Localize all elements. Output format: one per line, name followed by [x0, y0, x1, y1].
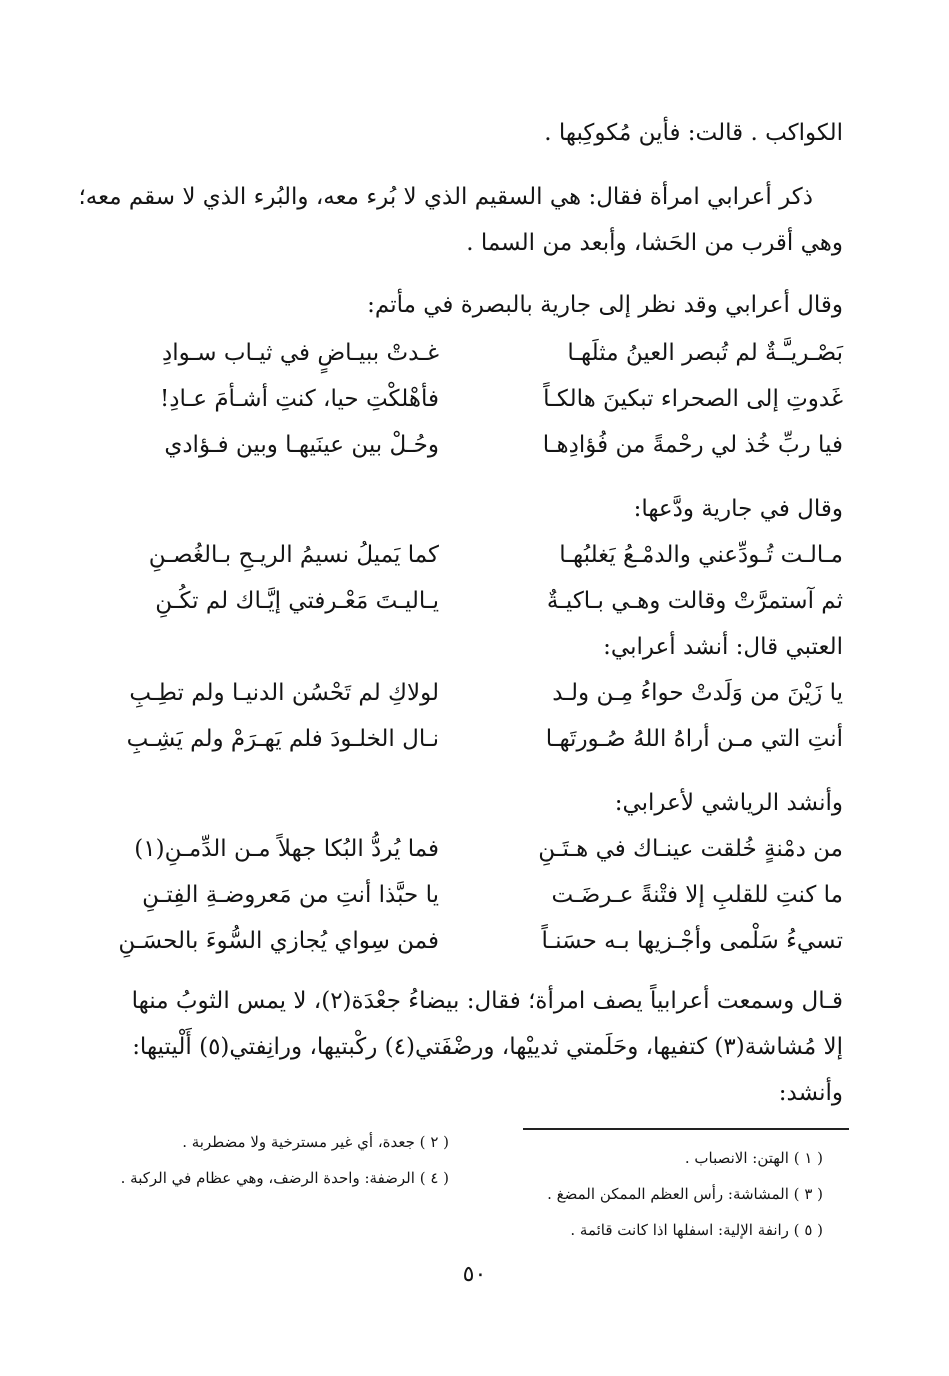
verse-hemistich: فمن سِواي يُجازي السُّوءَ بالحسَـنِ	[118, 928, 439, 954]
verse-hemistich: من دمْنةٍ خُلقت عينـاك في هـتَـنِ	[538, 836, 843, 862]
verse-hemistich: غَدوتِ إلى الصحراء تبكينَ هالكـاً	[543, 386, 843, 412]
text-line: إلا مُشاشة(٣) كتفيها، وحَلَمتي ثدييْها، ورضْفَتي(٤) ركْبتيها، ورانِفتي(٥) أَلْيتيها:	[132, 1034, 843, 1060]
verse-hemistich: يا حبَّذا أنتِ من مَعروضـةِ الفِتـنِ	[142, 882, 439, 908]
footnote: ( ١ ) الهتن: الانصباب .	[684, 1149, 823, 1167]
text-line: وأنشد:	[778, 1080, 843, 1106]
section-heading: العتبي قال: أنشد أعرابي:	[603, 634, 843, 660]
verse-hemistich: لولاكِ لم تَحْسُن الدنيـا ولم تطِـبِ	[129, 680, 439, 706]
verse-hemistich: تسيءُ سَلْمى وأجْـزيها بـه حسَنـاً	[541, 928, 843, 954]
footnote-separator	[523, 1128, 849, 1130]
footnote: ( ٥ ) رانفة الإلية: اسفلها اذا كانت قائمة .	[570, 1221, 823, 1239]
text-line: قـال وسمعت أعرابياً يصف امرأة؛ فقال: بيضاءُ جعْدَة(٢)، لا يمس الثوبُ منها	[131, 988, 843, 1014]
verse-hemistich: فيا ربِّ خُذ لي رحْمةً من فُؤادِهـا	[542, 432, 843, 458]
page-number: ٥٠	[462, 1262, 487, 1287]
section-heading: وقال أعرابي وقد نظر إلى جارية بالبصرة في مأتم:	[367, 292, 843, 318]
footnote: ( ٢ ) جعدة، أي غير مسترخية ولا مضطربة .	[182, 1133, 449, 1151]
footnote: ( ٤ ) الرضفة: واحدة الرضف، وهي عظام في الركبة .	[120, 1169, 449, 1187]
verse-hemistich: بَصْـريـَّـةٌ لم تُبصر العينُ مثلَهـا	[567, 340, 843, 366]
verse-hemistich: يا زَيْنَ من وَلَدتْ حواءُ مِـن ولـد	[552, 680, 843, 706]
verse-hemistich: فما يُردُّ البُكا جهلاً مـن الدِّمـنِ(١)	[134, 836, 439, 862]
verse-hemistich: وحُـلْ بين عينَيهـا وبين فـؤادي	[164, 432, 439, 458]
text-line: وهي أقرب من الحَشا، وأبعد من السما .	[466, 230, 843, 256]
verse-hemistich: أنتِ التي مـن أراهُ اللهُ صُـورتَهـا	[545, 726, 843, 752]
section-heading: وأنشد الرياشي لأعرابي:	[614, 790, 843, 816]
verse-hemistich: فأهْلكْتِ حيا، كنتِ أشـأمَ عـادِ!	[160, 386, 439, 412]
section-heading: وقال في جارية ودَّعها:	[633, 496, 843, 522]
verse-hemistich: مـالـت تُـودِّعني والدمْـعُ يَغلبُهـا	[559, 542, 843, 568]
verse-hemistich: ثم آستمرَّتْ وقالت وهـي بـاكيـةٌ	[546, 588, 843, 614]
verse-hemistich: كما يَميلُ نسيمُ الريـحِ بـالغُصـنِ	[148, 542, 439, 568]
verse-hemistich: نـال الخلـودَ فلم يَهـرَمْ ولم يَشِـبِ	[126, 726, 439, 752]
footnote: ( ٣ ) المشاشة: رأس العظم الممكن المضغ .	[547, 1185, 823, 1203]
verse-hemistich: يـاليـتَ مَعْـرفتي إيَّـاك لم تكُـنِ	[155, 588, 439, 614]
text-line: ذكر أعرابي امرأة فقال: هي السقيم الذي لا بُرء معه، والبُرء الذي لا سقم معه؛	[78, 184, 813, 210]
verse-hemistich: غـدتْ ببيـاضٍ في ثيـاب سـوادِ	[162, 340, 439, 366]
verse-hemistich: ما كنتِ للقلبِ إلا فتْنةً عـرضَـت	[551, 882, 843, 908]
text-line: الكواكب . قالت: فأين مُكوكِبها .	[544, 120, 843, 146]
